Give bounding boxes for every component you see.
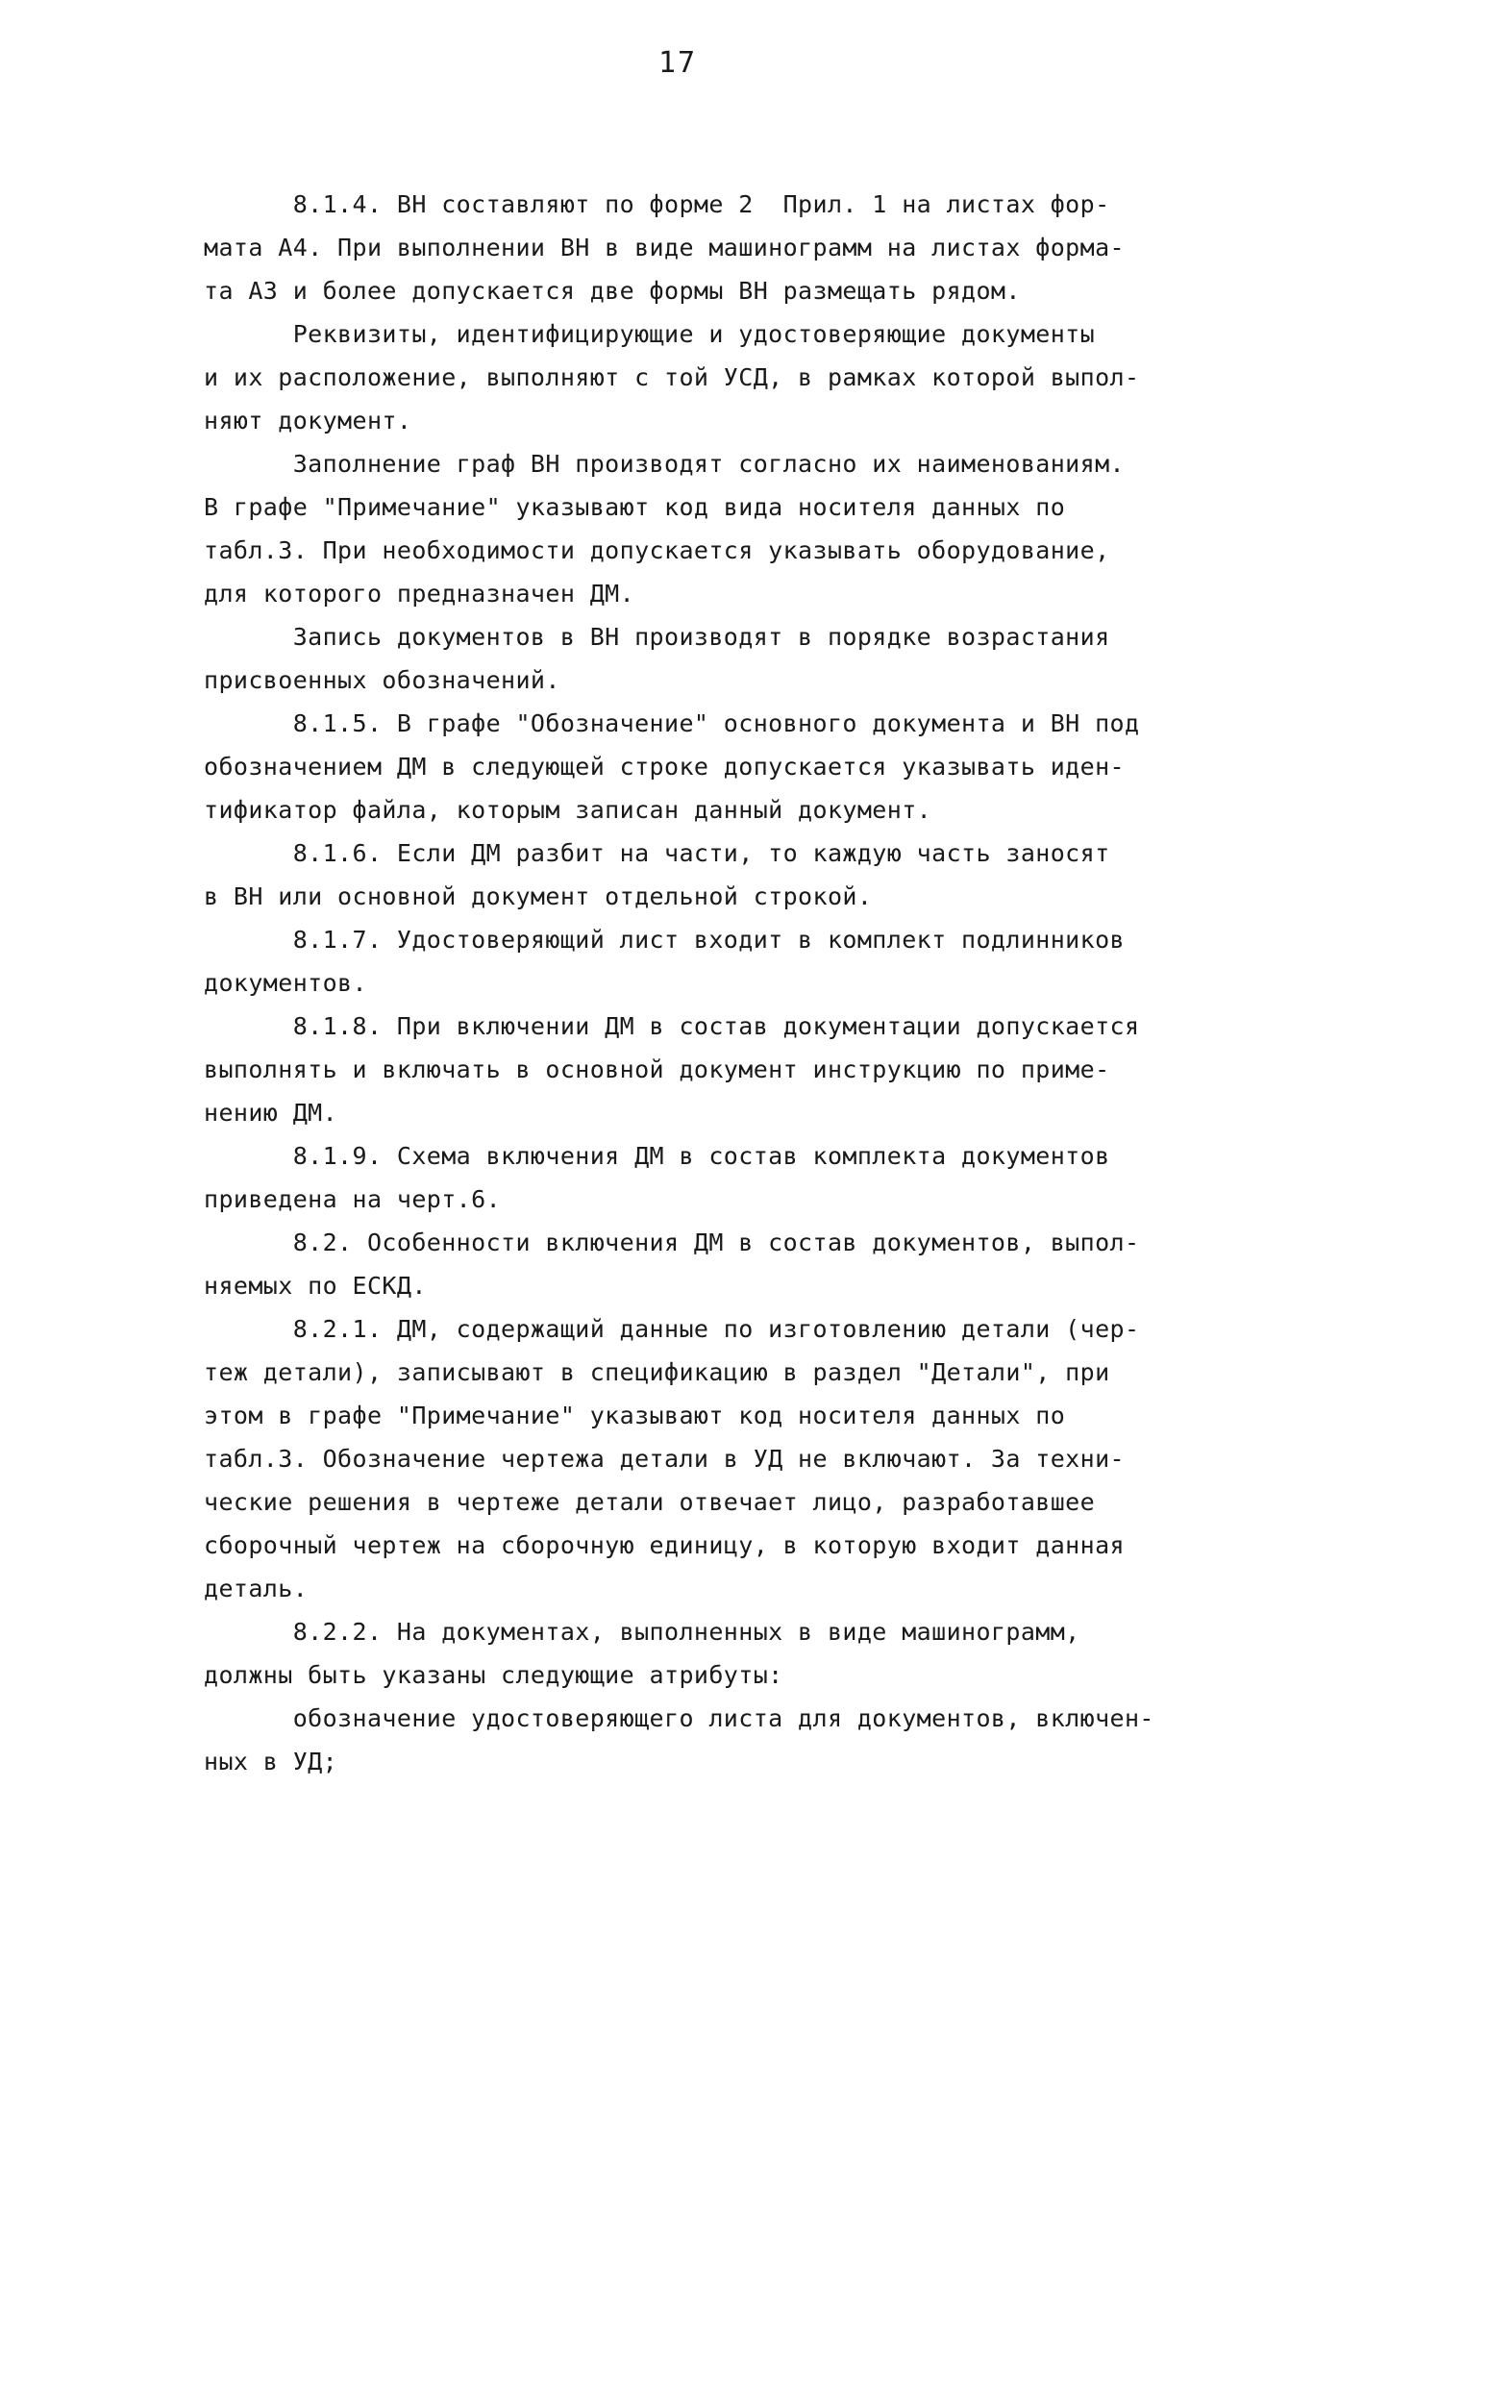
text-line: няют документ. xyxy=(204,407,412,434)
page-number: 17 xyxy=(657,46,698,80)
text-line: выполнять и включать в основной документ инструкцию по приме- xyxy=(204,1055,1110,1083)
text-line: 8.1.9. Схема включения ДМ в состав комплекта документов xyxy=(204,1142,1110,1170)
text-line: обозначением ДМ в следующей строке допускается указывать иден- xyxy=(204,753,1125,781)
text-line: обозначение удостоверяющего листа для документов, включен- xyxy=(204,1704,1154,1732)
text-line: 8.1.6. Если ДМ разбит на части, то каждую часть заносят xyxy=(204,839,1110,867)
text-line: должны быть указаны следующие атрибуты: xyxy=(204,1661,783,1689)
text-line: этом в графе "Примечание" указывают код носителя данных по xyxy=(204,1402,1066,1429)
text-line: 8.2.1. ДМ, содержащий данные по изготовлению детали (чер- xyxy=(204,1315,1140,1343)
text-line: Реквизиты, идентифицирующие и удостоверяющие документы xyxy=(204,320,1096,348)
text-line: ных в УД; xyxy=(204,1748,338,1775)
text-line: теж детали), записывают в спецификацию в раздел "Детали", при xyxy=(204,1358,1110,1386)
text-line: 8.2. Особенности включения ДМ в состав документов, выпол- xyxy=(204,1229,1140,1256)
document-body xyxy=(204,183,1261,1783)
text-line: 8.1.4. ВН составляют по форме 2 Прил. 1 на листах фор- xyxy=(204,190,1110,218)
text-line: в ВН или основной документ отдельной строкой. xyxy=(204,882,873,910)
text-line: нению ДМ. xyxy=(204,1099,338,1127)
text-line: табл.3. При необходимости допускается указывать оборудование, xyxy=(204,536,1110,564)
text-line: приведена на черт.6. xyxy=(204,1185,502,1213)
text-line: тификатор файла, которым записан данный документ. xyxy=(204,796,932,824)
text-line: 8.1.5. В графе "Обозначение" основного документа и ВН под xyxy=(204,709,1140,737)
text-line: присвоенных обозначений. xyxy=(204,666,560,694)
text-line: та А3 и более допускается две формы ВН размещать рядом. xyxy=(204,277,1021,305)
text-line: 8.1.7. Удостоверяющий лист входит в комплект подлинников xyxy=(204,926,1125,954)
text-line: и их расположение, выполняют с той УСД, в рамках которой выпол- xyxy=(204,363,1140,391)
text-line: документов. xyxy=(204,969,367,997)
text-line: сборочный чертеж на сборочную единицу, в которую входит данная xyxy=(204,1531,1125,1559)
text-line: деталь. xyxy=(204,1575,309,1602)
text-line: 8.2.2. На документах, выполненных в виде машинограмм, xyxy=(204,1618,1080,1646)
text-line: табл.3. Обозначение чертежа детали в УД не включают. За техни- xyxy=(204,1445,1125,1473)
text-line: Заполнение граф ВН производят согласно их наименованиям. xyxy=(204,450,1125,478)
text-line: мата А4. При выполнении ВН в виде машинограмм на листах форма- xyxy=(204,234,1125,261)
text-line: для которого предназначен ДМ. xyxy=(204,580,635,608)
text-line: ческие решения в чертеже детали отвечает лицо, разработавшее xyxy=(204,1488,1096,1516)
text-line: В графе "Примечание" указывают код вида носителя данных по xyxy=(204,493,1066,521)
text-line: Запись документов в ВН производят в порядке возрастания xyxy=(204,623,1110,651)
text-line: 8.1.8. При включении ДМ в состав документации допускается xyxy=(204,1012,1140,1040)
text-line: няемых по ЕСКД. xyxy=(204,1272,427,1300)
